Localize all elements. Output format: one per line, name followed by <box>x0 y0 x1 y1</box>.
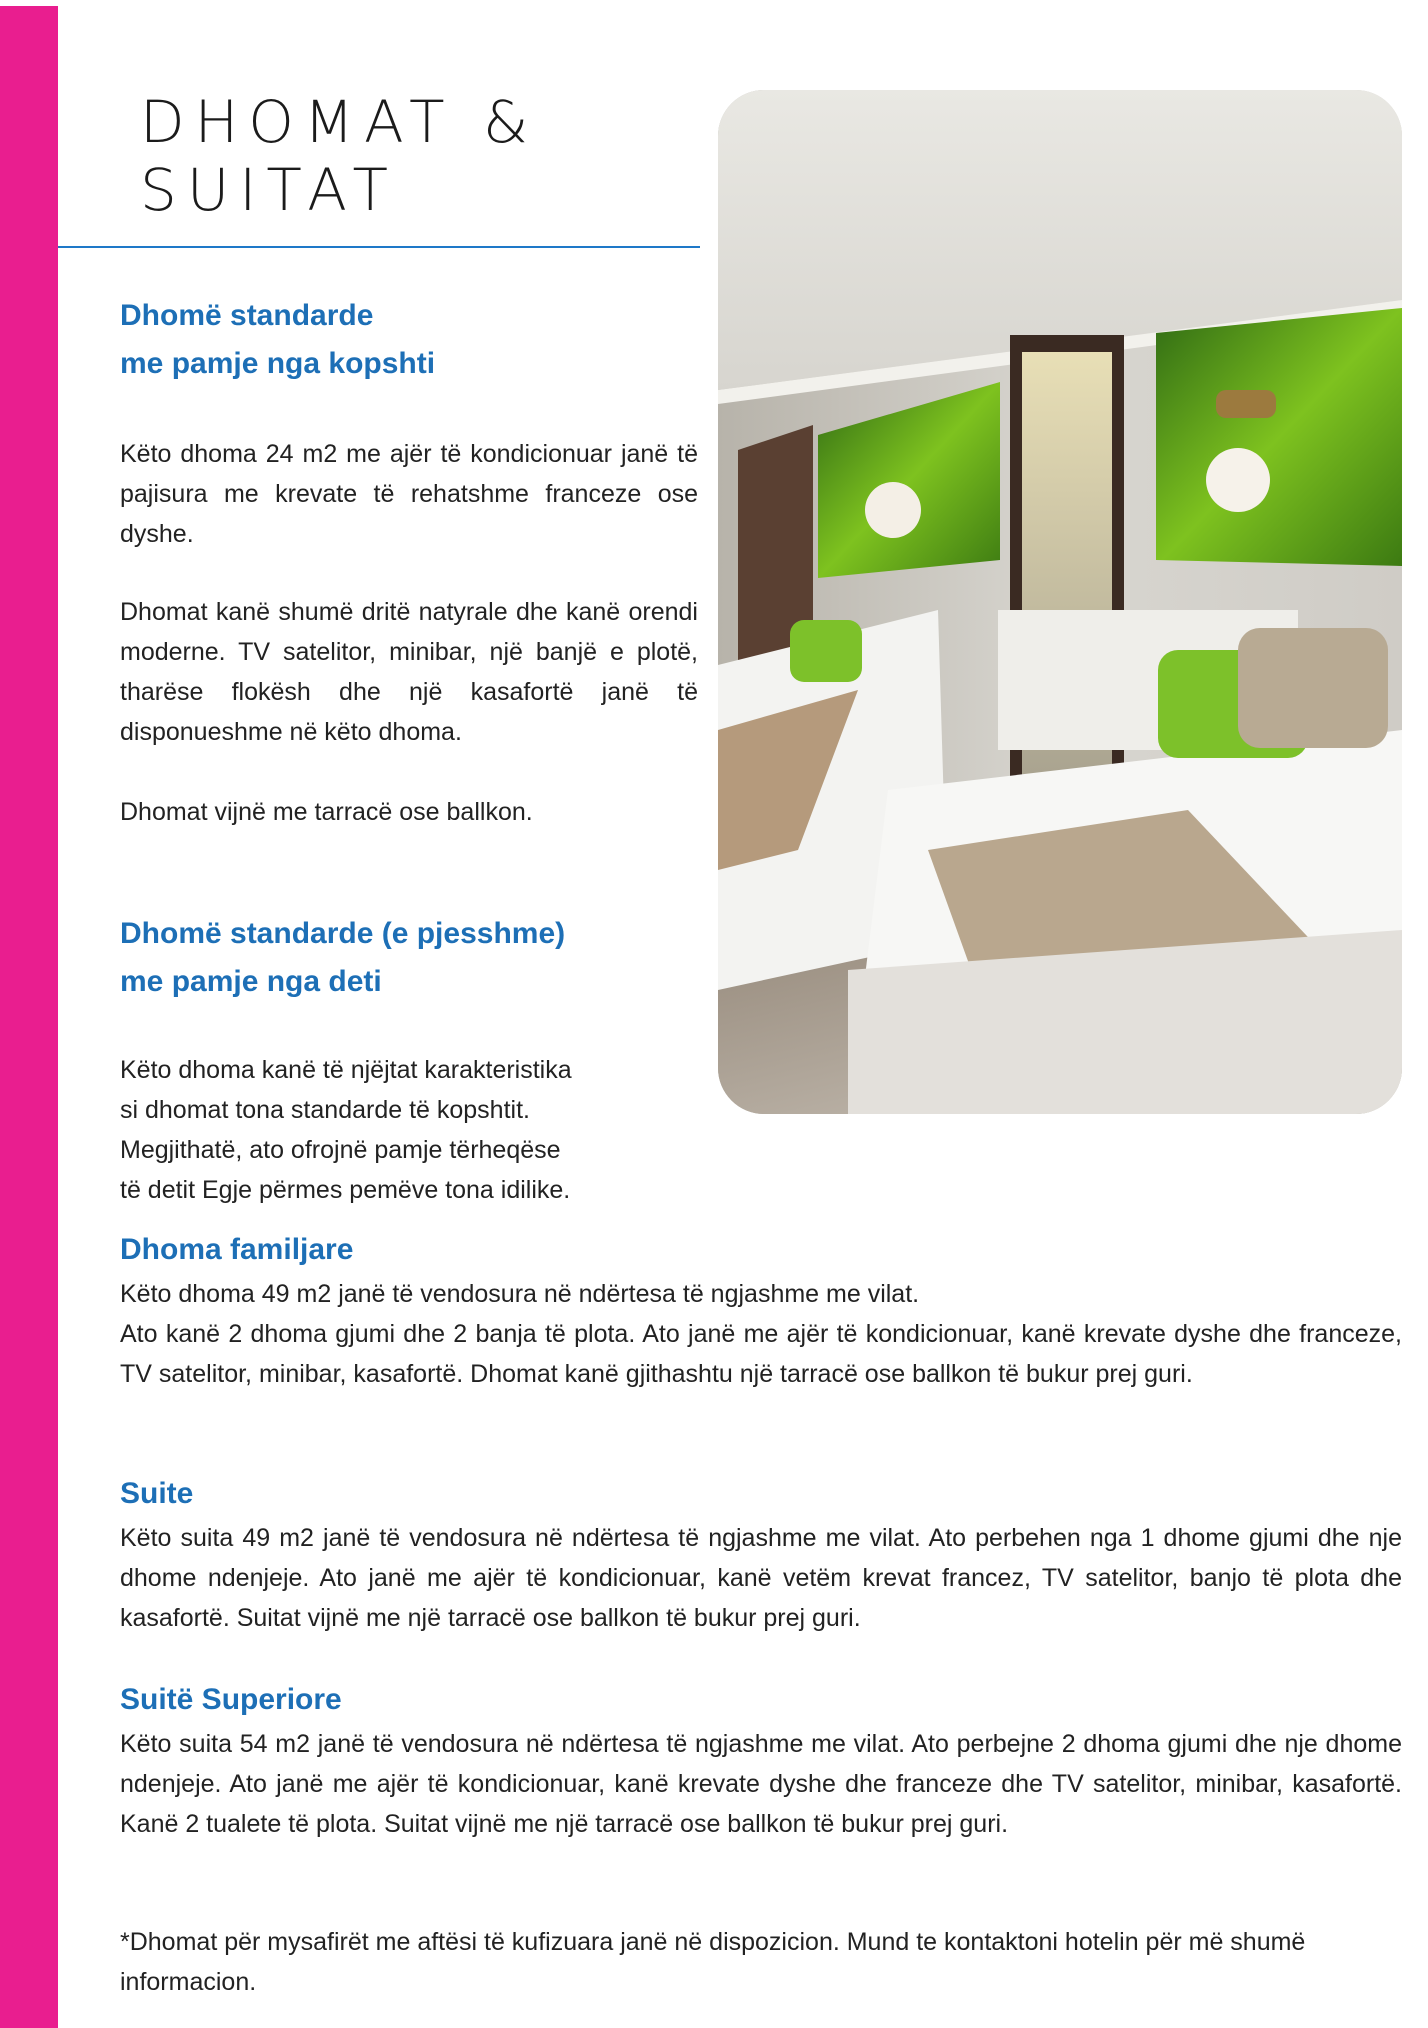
pink-side-bar <box>0 6 58 2028</box>
page-title <box>140 88 538 224</box>
text-line: Këto dhoma kanë të njëjtat karakteristika <box>120 1056 572 1084</box>
paragraph-standard-sea <box>120 1050 700 1210</box>
heading-line: Dhomë standarde (e pjesshme) <box>120 917 566 950</box>
paragraph-standard-garden-3: Dhomat vijnë me tarracë ose ballkon. <box>120 798 533 826</box>
heading-line: Dhomë standarde <box>120 299 374 332</box>
text-line: si dhomat tona standarde të kopshtit. <box>120 1096 530 1124</box>
page-title-line2: SUITAT <box>140 156 398 224</box>
heading-standard-sea <box>120 910 565 1006</box>
paragraph-family: Ato kanë 2 dhoma gjumi dhe 2 banja të plota. Ato janë me ajër të kondicionuar, kanë krevate dyshe dhe franceze, TV satelitor, minibar, kasafortë. Dhomat kanë gjithashtu një tarracë ose ballkon të bukur prej guri. <box>120 1320 1402 1388</box>
title-underline <box>58 246 700 248</box>
text-line: Megjithatë, ato ofrojnë pamje tërheqëse <box>120 1136 561 1164</box>
heading-standard-garden <box>120 292 435 388</box>
paragraph-suite: Këto suita 49 m2 janë të vendosura në ndërtesa të ngjashme me vilat. Ato perbehen nga 1 dhome gjumi dhe nje dhome ndenjeje. Ato janë me ajër të kondicionuar, kanë vetëm krevat francez, TV satelitor, banjo të plota dhe kasafortë. Suitat vijnë me një tarracë ose ballkon të bukur prej guri. <box>120 1524 1402 1632</box>
heading-suite: Suite <box>120 1477 194 1510</box>
footnote: *Dhomat për mysafirët me aftësi të kufizuara janë në dispozicion. Mund te kontaktoni hotelin për më shumë informacion. <box>120 1928 1306 1996</box>
paragraph-superior-suite: Këto suita 54 m2 janë të vendosura në ndërtesa të ngjashme me vilat. Ato perbejne 2 dhoma gjumi dhe nje dhome ndenjeje. Ato janë me ajër të kondicionuar, kanë krevate dyshe dhe franceze dhe TV satelitor, minibar, kasafortë. Kanë 2 tualete të plota. Suitat vijnë me një tarracë ose ballkon të bukur prej guri. <box>120 1730 1402 1838</box>
heading-line: me pamje nga kopshti <box>120 347 436 380</box>
heading-family-room: Dhoma familjare <box>120 1233 354 1266</box>
text-line: të detit Egje përmes pemëve tona idilike. <box>120 1176 571 1204</box>
paragraph-family-line1: Këto dhoma 49 m2 janë të vendosura në ndërtesa të ngjashme me vilat. <box>120 1280 920 1308</box>
paragraph-standard-garden-1: Këto dhoma 24 m2 me ajër të kondicionuar janë të pajisura me krevate të rehatshme franceze ose dyshe. <box>120 440 698 548</box>
heading-line: me pamje nga deti <box>120 965 382 998</box>
paragraph-standard-garden-2: Dhomat kanë shumë dritë natyrale dhe kanë orendi moderne. TV satelitor, minibar, një banjë e plotë, tharëse flokësh dhe një kasafortë janë të disponueshme në këto dhoma. <box>120 598 698 746</box>
page-title-line1: DHOMAT & <box>140 88 539 156</box>
heading-superior-suite: Suitë Superiore <box>120 1683 342 1716</box>
room-photo <box>718 90 1402 1114</box>
